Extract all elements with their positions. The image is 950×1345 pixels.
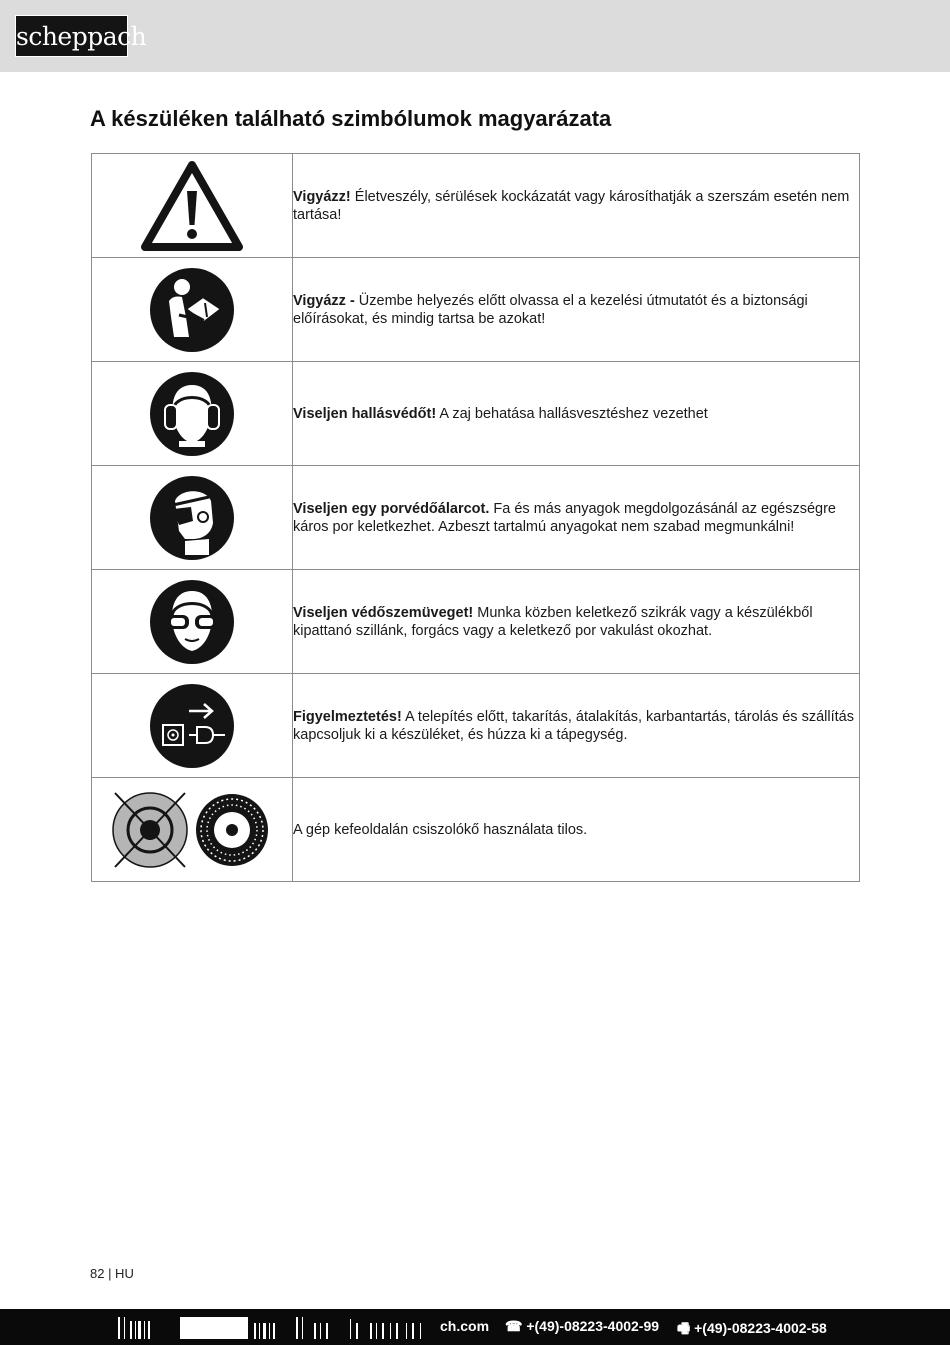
symbol-label: Viseljen egy porvédőálarcot. <box>293 500 490 517</box>
page-title: A készüléken található szimbólumok magyarázata <box>90 106 612 131</box>
page-footer <box>0 1309 950 1345</box>
safety-goggles-icon <box>149 579 235 665</box>
symbol-row-goggles <box>92 570 860 674</box>
symbol-label: Vigyázz - <box>293 292 355 309</box>
symbol-text: Munka közben keletkező szikrák vagy a készülékből kipattanó szillánk, forgács vagy a keletkező por vakulást okozhat. <box>293 604 813 639</box>
page-header <box>0 0 950 72</box>
symbol-description <box>293 258 860 362</box>
symbol-row-manual <box>92 258 860 362</box>
symbol-text: Életveszély, sérülések kockázatát vagy károsíthatják a szerszám esetén nem tartása! <box>293 188 850 223</box>
symbol-text: A zaj behatása hallásvesztéshez vezethet <box>436 405 708 422</box>
symbol-row-warning <box>92 154 860 258</box>
symbol-label: Vigyázz! <box>293 188 351 205</box>
symbol-text: Üzembe helyezés előtt olvassa el a kezelési útmutatót és a biztonsági előírásokat, és mindig tartsa be azokat! <box>293 292 808 327</box>
no-grinding-disc-icon <box>112 790 272 870</box>
symbol-label: Viseljen védőszemüveget! <box>293 604 474 621</box>
page-number: 82 | HU <box>90 1266 134 1281</box>
scheppach-logo: scheppach <box>15 15 128 57</box>
symbol-description <box>293 674 860 778</box>
footer-website[interactable]: ch.com <box>440 1318 490 1334</box>
symbol-description <box>293 154 860 258</box>
warning-triangle-icon <box>140 159 244 253</box>
hearing-protection-icon <box>149 371 235 457</box>
symbol-description <box>293 778 860 882</box>
barcode-graphic <box>118 1315 468 1339</box>
dust-mask-icon <box>149 475 235 561</box>
symbol-label: Figyelmeztetés! <box>293 708 402 725</box>
footer-fax: 🖷 +(49)-08223-4002-58 <box>677 1320 827 1336</box>
symbol-text: Fa és más anyagok megdolgozásánál az egészségre káros por keletkezhet. Azbeszt tartalmú anyagokat nem szabad megmunkálni! <box>293 500 836 535</box>
symbol-row-dust-mask <box>92 466 860 570</box>
symbol-row-unplug <box>92 674 860 778</box>
symbol-label: Viseljen hallásvédőt! <box>293 405 437 422</box>
read-manual-icon <box>149 267 235 353</box>
symbol-text: A gép kefeoldalán csiszolókő használata tilos. <box>293 821 588 838</box>
symbol-description <box>293 362 860 466</box>
symbol-description <box>293 466 860 570</box>
symbol-text: A telepítés előtt, takarítás, átalakítás, karbantartás, tárolás és szállítás kapcsoljuk ki a készüléket, és húzza ki a tápegység. <box>293 708 854 743</box>
symbols-table <box>91 153 860 882</box>
symbol-row-hearing <box>92 362 860 466</box>
symbol-row-grinding <box>92 778 860 882</box>
symbol-description <box>293 570 860 674</box>
unplug-icon <box>149 683 235 769</box>
footer-phone: ☎ +(49)-08223-4002-99 <box>505 1318 660 1334</box>
